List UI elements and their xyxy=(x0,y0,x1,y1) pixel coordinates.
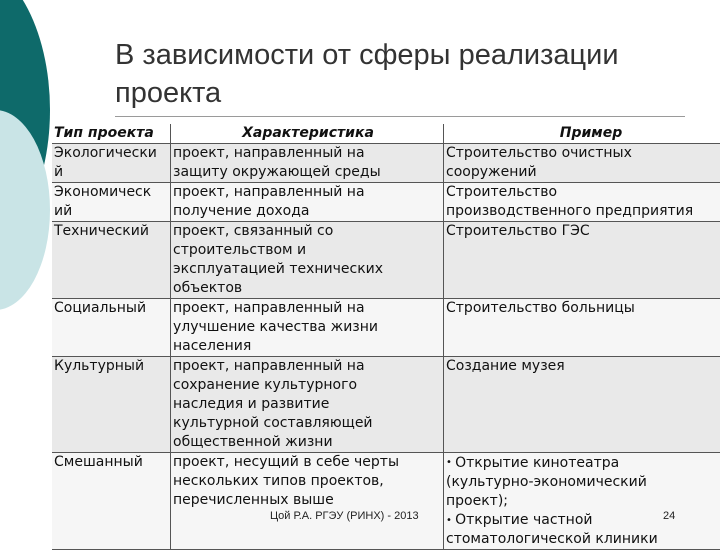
cell-characteristic: проект, несущий в себе черты нескольких типов проектов, перечисленных выше xyxy=(171,453,444,550)
cell-type: Смешанный xyxy=(52,453,171,550)
cell-example: Строительство больницы xyxy=(444,299,720,357)
slide-title: В зависимости от сферы реализации проекта xyxy=(115,36,695,112)
cell-type: Экономическ ий xyxy=(52,183,171,222)
example-bullet-2: • Открытие частной стоматологической клиники xyxy=(446,512,658,547)
cell-characteristic: проект, связанный со строительством и эксплуатацией технических объектов xyxy=(171,222,444,299)
table-row xyxy=(52,144,720,183)
header-characteristic: Характеристика xyxy=(171,124,444,144)
cell-type: Культурный xyxy=(52,357,171,453)
table-row xyxy=(52,183,720,222)
cell-characteristic: проект, направленный на защиту окружающей среды xyxy=(171,144,444,183)
cell-example: Строительство очистных сооружений xyxy=(444,144,720,183)
table-row xyxy=(52,357,720,453)
header-example: Пример xyxy=(444,124,720,144)
table-row xyxy=(52,453,720,550)
header-type: Тип проекта xyxy=(52,124,171,144)
project-types-table xyxy=(52,124,720,550)
example-bullet-1: • Открытие кинотеатра (культурно-экономический проект); xyxy=(446,455,647,509)
page-number: 24 xyxy=(663,510,675,522)
table-row xyxy=(52,299,720,357)
cell-type: Технический xyxy=(52,222,171,299)
cell-characteristic: проект, направленный на сохранение культурного наследия и развитие культурной составляющей общественной жизни xyxy=(171,357,444,453)
table-header-row xyxy=(52,124,720,144)
cell-example: Строительство производственного предприятия xyxy=(444,183,720,222)
cell-example-list xyxy=(444,453,720,550)
cell-type: Экологически й xyxy=(52,144,171,183)
cell-characteristic: проект, направленный на улучшение качества жизни населения xyxy=(171,299,444,357)
slide-footer: Цой Р.А. РГЭУ (РИНХ) - 2013 xyxy=(270,510,419,522)
cell-example: Строительство ГЭС xyxy=(444,222,720,299)
cell-type: Социальный xyxy=(52,299,171,357)
cell-characteristic: проект, направленный на получение дохода xyxy=(171,183,444,222)
title-divider xyxy=(115,116,685,117)
cell-example: Создание музея xyxy=(444,357,720,453)
table-row xyxy=(52,222,720,299)
